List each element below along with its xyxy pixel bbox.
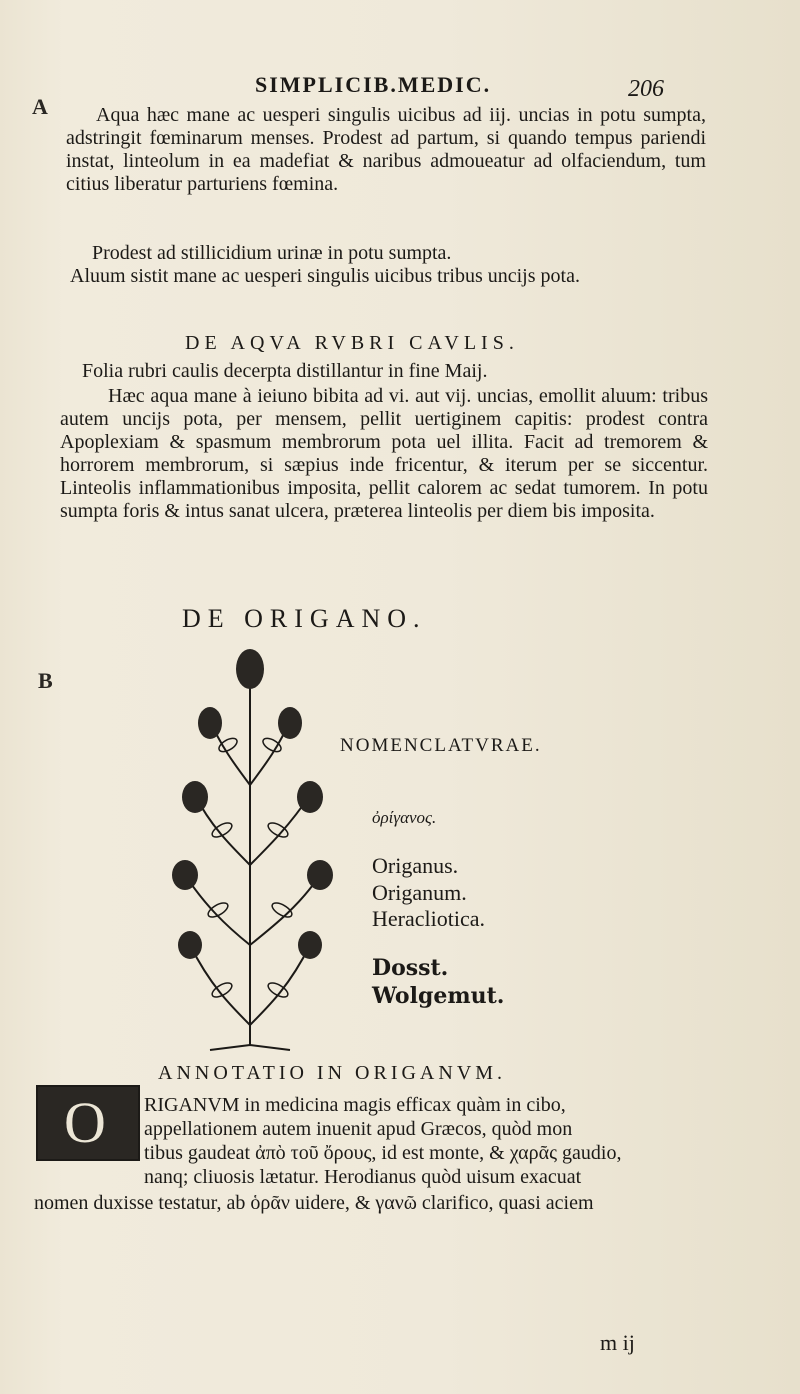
heading-aqua-rubri: DE AQVA RVBRI CAVLIS. (185, 332, 519, 354)
latin-name-1: Origanus. (372, 853, 459, 878)
annotation-line-1: RIGANVM in medicina magis efficax quàm in cibo, (144, 1094, 566, 1116)
german-label: Dosst. (372, 955, 449, 981)
margin-letter-b: B (38, 668, 53, 693)
heading-annotatio: ANNOTATIO IN ORIGANVM. (158, 1062, 507, 1084)
paragraph-rubri: Hæc aqua mane à ieiuno bibita ad vi. aut vij. uncias, emollit aluum: tribus autem uncijs pota, per mensem, pellit uertiginem capitis: prodest contra Apoplexiam & spasmum membrorum pota uel illita. Facit ad tremorem & horrorem membrorum, si sæpius inde fricentur, & iterum per se siccentur. Linteolis inflammationibus imposita, pellit calorem ac sedat tumorem. In potu sumpta foris & intus sanat ulcera, præterea linteolis per diem bis imposita. (60, 385, 708, 522)
german-name: Wolgemut. (372, 983, 505, 1009)
nomenclature-heading: NOMENCLATVRAE. (340, 735, 542, 756)
page-number: 206 (628, 76, 664, 102)
annotation-line-5: nomen duxisse testatur, ab ὁρᾶν uidere, & γανῶ clarifico, quasi aciem (34, 1192, 594, 1214)
latin-name-3: Heracliotica. (372, 906, 485, 931)
greek-name: ὀρίγανος. (372, 808, 437, 827)
decorated-initial: O (36, 1085, 140, 1161)
annotation-line-2: appellationem autem inuenit apud Græcos, quòd mon (144, 1118, 573, 1140)
heading-origano: DE ORIGANO. (182, 604, 427, 633)
line-stillicidium: Prodest ad stillicidium urinæ in potu sumpta. (92, 242, 452, 264)
paragraph-aqua: Aqua hæc mane ac uesperi singulis uicibus ad iij. uncias in potu sumpta, adstringit fœminarum menses. Prodest ad partum, si quando tempus pariendi instat, linteolum in ea madefiat & naribus admoueatur ad olfaciendum, tum citius liberatur parturiens fœmina. (66, 104, 706, 195)
line-aluum: Aluum sistit mane ac uesperi singulis uicibus tribus uncijs pota. (70, 265, 580, 287)
margin-letter-a: A (32, 94, 48, 119)
oregano-woodcut-illustration (150, 645, 350, 1055)
running-head: SIMPLICIB.MEDIC. (255, 72, 492, 97)
annotation-line-4: nanq; cliuosis lætatur. Herodianus quòd uisum exacuat (144, 1166, 582, 1188)
annotation-line-3: tibus gaudeat ἀπὸ τοῦ ὄρους, id est monte, & χαρᾶς gaudio, (144, 1142, 622, 1164)
signature-mark: m ij (600, 1330, 635, 1355)
line-folia: Folia rubri caulis decerpta distillantur in fine Maij. (82, 360, 488, 382)
latin-name-2: Origanum. (372, 880, 467, 905)
